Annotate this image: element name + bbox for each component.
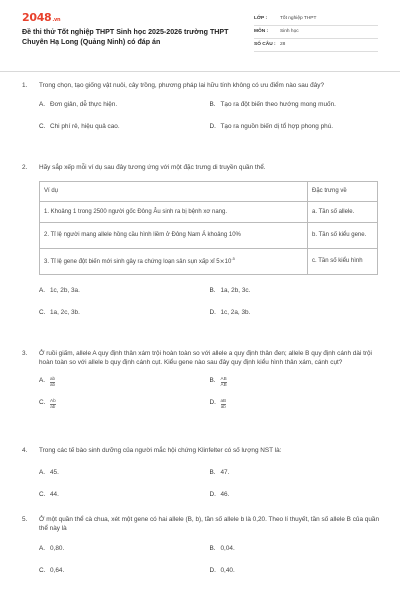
meta-row-subject bbox=[254, 26, 378, 39]
page-title: Đề thi thử Tốt nghiệp THPT Sinh học 2025-2026 trường THPT Chuyên Hạ Long (Quảng Ninh) có đáp án bbox=[22, 28, 229, 47]
option-a[interactable]: A. 1c, 2b, 3a. bbox=[39, 286, 80, 294]
table-row bbox=[40, 201, 378, 222]
option-a[interactable]: A. 45. bbox=[39, 468, 59, 476]
header-divider bbox=[0, 71, 400, 72]
answer-options bbox=[39, 287, 380, 331]
genotype-fraction: $\frac{Ab}{ab}$ bbox=[50, 398, 56, 409]
table-cell: c. Tần số kiểu hình bbox=[308, 248, 378, 274]
answer-options bbox=[39, 545, 380, 589]
exponent: -5 bbox=[231, 256, 235, 262]
question-1 bbox=[22, 82, 380, 145]
option-a[interactable]: A. Đơn giản, dễ thực hiện. bbox=[39, 100, 118, 108]
answer-options bbox=[39, 377, 380, 421]
option-b[interactable]: B. $\frac{AB}{AB}$ bbox=[209, 376, 227, 387]
meta-row-class bbox=[254, 13, 378, 26]
question-text: Trong chọn, tạo giống vật nuôi, cây trồng, phương pháp lai hữu tính không có ưu điểm nào sau đây? bbox=[39, 82, 325, 89]
table-cell: b. Tần số kiểu gene. bbox=[308, 222, 378, 248]
option-d[interactable]: D. Tạo ra nguồn biến dị tổ hợp phong phú. bbox=[209, 122, 334, 130]
table-row bbox=[40, 222, 378, 248]
exam-meta bbox=[254, 13, 378, 52]
question-number: 1. bbox=[22, 82, 28, 89]
option-a[interactable]: A. $\frac{ab}{ab}$ bbox=[39, 376, 56, 387]
table-cell: 2. Tỉ lệ người mang allele hồng cầu hình liềm ở Đông Nam Á khoảng 10% bbox=[40, 222, 308, 248]
option-d[interactable]: D. $\frac{aB}{ab}$ bbox=[209, 398, 227, 409]
table-cell: 1. Khoảng 1 trong 2500 người gốc Đông Âu sinh ra bị bệnh xơ nang. bbox=[40, 201, 308, 222]
meta-value: 28 bbox=[280, 41, 286, 47]
option-d[interactable]: D. 46. bbox=[209, 490, 230, 498]
question-number: 3. bbox=[22, 350, 28, 357]
option-c[interactable]: C. Chi phí rẻ, hiệu quả cao. bbox=[39, 122, 120, 130]
option-b[interactable]: B. 1a, 2b, 3c. bbox=[209, 286, 251, 294]
option-c[interactable]: C. 0,64. bbox=[39, 567, 65, 575]
question-number: 5. bbox=[22, 516, 28, 523]
table-header: Đặc trưng về bbox=[308, 181, 378, 201]
genotype-fraction: $\frac{AB}{AB}$ bbox=[220, 376, 227, 387]
question-3 bbox=[22, 350, 380, 421]
question-text: Ở một quần thể cà chua, xét một gene có hai allele (B, b), tần số allele b là 0,20. Theo lí thuyết, tần số allele B của quần thể này là bbox=[39, 516, 380, 532]
meta-key: LỚP : bbox=[254, 15, 268, 21]
meta-key: MÔN : bbox=[254, 28, 269, 34]
option-b[interactable]: B. 47. bbox=[209, 468, 230, 476]
meta-value: Sinh học bbox=[280, 28, 299, 34]
question-4 bbox=[22, 447, 380, 513]
option-c[interactable]: C. 1a, 2c, 3b. bbox=[39, 308, 80, 316]
meta-row-count bbox=[254, 39, 378, 52]
question-text: Hãy sắp xếp mỗi ví dụ sau đây tương ứng với một đặc trưng di truyền quần thể. bbox=[39, 164, 266, 171]
question-number: 2. bbox=[22, 164, 28, 171]
answer-options bbox=[39, 469, 380, 513]
table-header: Ví dụ bbox=[40, 181, 308, 201]
question-text: Ở ruồi giấm, allele A quy định thân xám trội hoàn toàn so với allele a quy định thân đen; allele B quy định cánh dài trội hoàn toàn so với allele b quy định cánh cụt. Kiểu gene nào sau đây quy định kiểu hình thân xám, cánh cụt? bbox=[39, 350, 372, 366]
option-c[interactable]: C. $\frac{Ab}{ab}$ bbox=[39, 398, 56, 409]
brand-logo[interactable]: 2048.vn bbox=[22, 11, 61, 24]
genotype-fraction: $\frac{ab}{ab}$ bbox=[50, 376, 56, 387]
answer-options bbox=[39, 101, 380, 145]
genotype-fraction: $\frac{aB}{ab}$ bbox=[220, 398, 227, 409]
table-header-row bbox=[40, 181, 378, 201]
page-header bbox=[0, 0, 400, 70]
table-cell: 3. Tỉ lệ gene đột biến mới sinh gây ra chứng loạn sản sụn xấp xỉ $5⨯10^{-5}$ bbox=[40, 248, 308, 274]
question-text: Trong các tế bào sinh dưỡng của người mắc hội chứng Klinfelter có số lượng NST là: bbox=[39, 447, 282, 454]
option-d[interactable]: D. 1c, 2a, 3b. bbox=[209, 308, 251, 316]
meta-key: SỐ CÂU : bbox=[254, 41, 276, 47]
option-b[interactable]: B. Tạo ra đột biến theo hướng mong muốn. bbox=[209, 100, 336, 108]
matching-table bbox=[39, 181, 378, 275]
meta-value: Tốt nghiệp THPT bbox=[280, 15, 317, 21]
question-2 bbox=[22, 164, 380, 331]
table-row bbox=[40, 248, 378, 274]
table-cell: a. Tần số allele. bbox=[308, 201, 378, 222]
question-5 bbox=[22, 516, 380, 589]
option-a[interactable]: A. 0,80. bbox=[39, 545, 65, 553]
question-number: 4. bbox=[22, 447, 28, 454]
option-c[interactable]: C. 44. bbox=[39, 490, 59, 498]
option-d[interactable]: D. 0,40. bbox=[209, 567, 235, 575]
option-b[interactable]: B. 0,04. bbox=[209, 545, 235, 553]
